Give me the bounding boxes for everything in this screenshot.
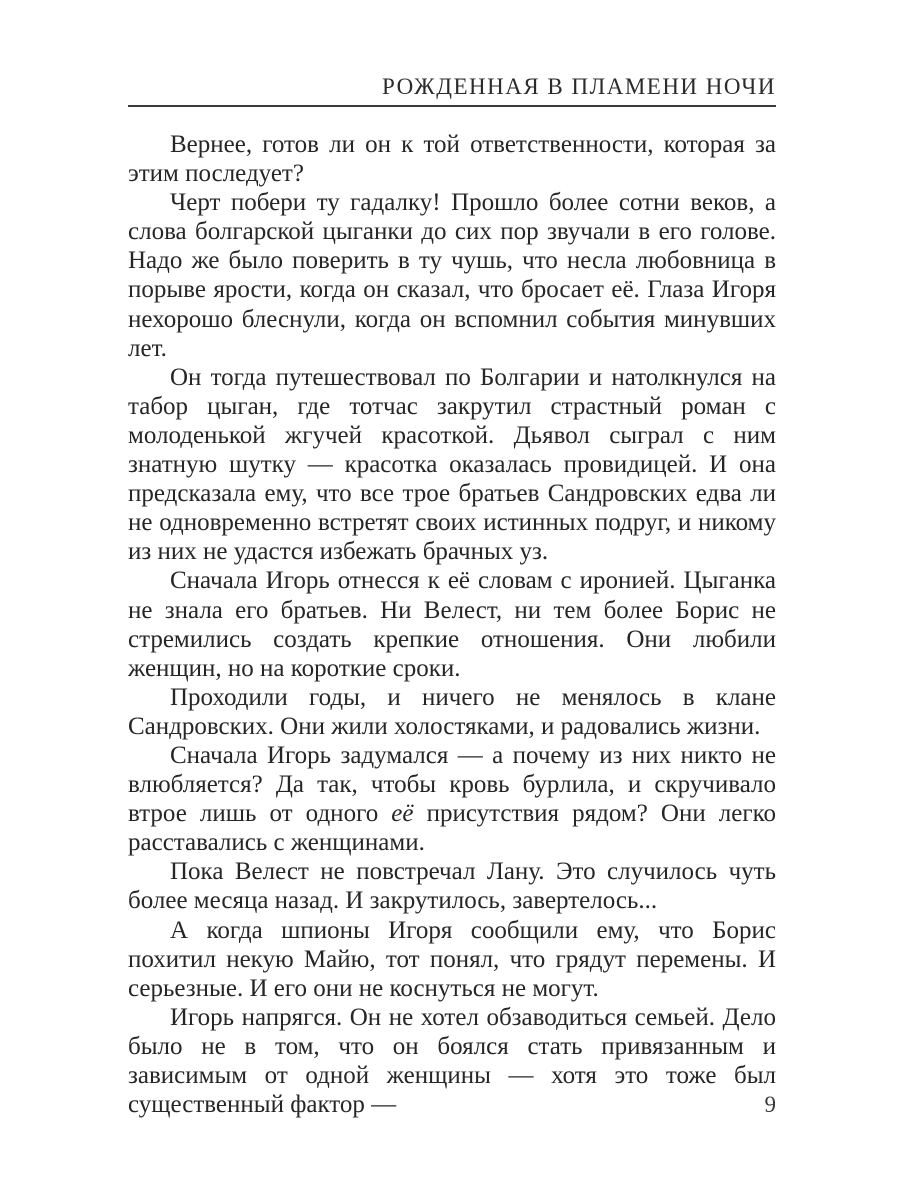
paragraph <box>128 916 776 1003</box>
text-run: Черт побери ту гадалку! Прошло более сотни веков, а слова болгарской цыганки до сих пор звучали в его голове. Надо же было поверить в ту чушь, что несла любовница в порыве ярости, когда он сказал, что бросает её. Глаза Игоря нехорошо блеснули, когда он вспомнил события минувших лет. <box>128 189 776 362</box>
text-run: Он тогда путешествовал по Болгарии и натолкнулся на табор цыган, где тотчас закрутил страстный роман с молоденькой жгучей красоткой. Дьявол сыграл с ним знатную шутку — красотка оказалась провидицей. И она предсказала ему, что все трое братьев Сандровских едва ли не одновременно встретят своих истинных подруг, и никому из них не удастся избежать брачных уз. <box>128 363 776 566</box>
text-run: Сначала Игорь задумался — а почему из них никто не влюбляется? Да так, чтобы кровь бурлила, и скручивало втрое лишь от одного <box>128 741 776 828</box>
paragraph <box>128 363 776 567</box>
header-rule <box>128 105 776 107</box>
paragraph <box>128 188 776 363</box>
text-run: А когда шпионы Игоря сообщили ему, что Борис похитил некую Майю, тот понял, что грядут перемены. И серьезные. И его они не коснуться не могут. <box>128 916 776 1002</box>
text-run: Сначала Игорь отнесся к её словам с иронией. Цыганка не знала его братьев. Ни Велест, ни тем более Борис не стремились создать крепкие отношения. Они любили женщин, но на короткие сроки. <box>128 567 776 682</box>
text-run: Игорь напрягся. Он не хотел обзаводиться семьей. Дело было не в том, что он боялся стать привязанным и зависимым от одной женщины — хотя это тоже был существенный фактор — <box>128 1003 776 1119</box>
text-run: Пока Велест не повстречал Лану. Это случилось чуть более месяца назад. И закрутилось, завертелось... <box>128 858 776 915</box>
italic-text-run: её <box>391 800 414 828</box>
body-text <box>128 130 776 1119</box>
text-run: Вернее, готов ли он к той ответственности, которая за этим последует? <box>128 131 776 188</box>
paragraph <box>128 130 776 188</box>
running-title: РОЖДЕННАЯ В ПЛАМЕНИ НОЧИ <box>382 74 776 99</box>
paragraph <box>128 566 776 682</box>
text-run: присутствия рядом? Они легко расставались с женщинами. <box>128 800 776 857</box>
text-run: Проходили годы, и ничего не менялось в клане Сандровских. Они жили холостяками, и радовались жизни. <box>128 683 776 740</box>
paragraph <box>128 857 776 915</box>
page-number: 9 <box>764 1092 776 1117</box>
paragraph <box>128 683 776 741</box>
paragraph <box>128 741 776 857</box>
